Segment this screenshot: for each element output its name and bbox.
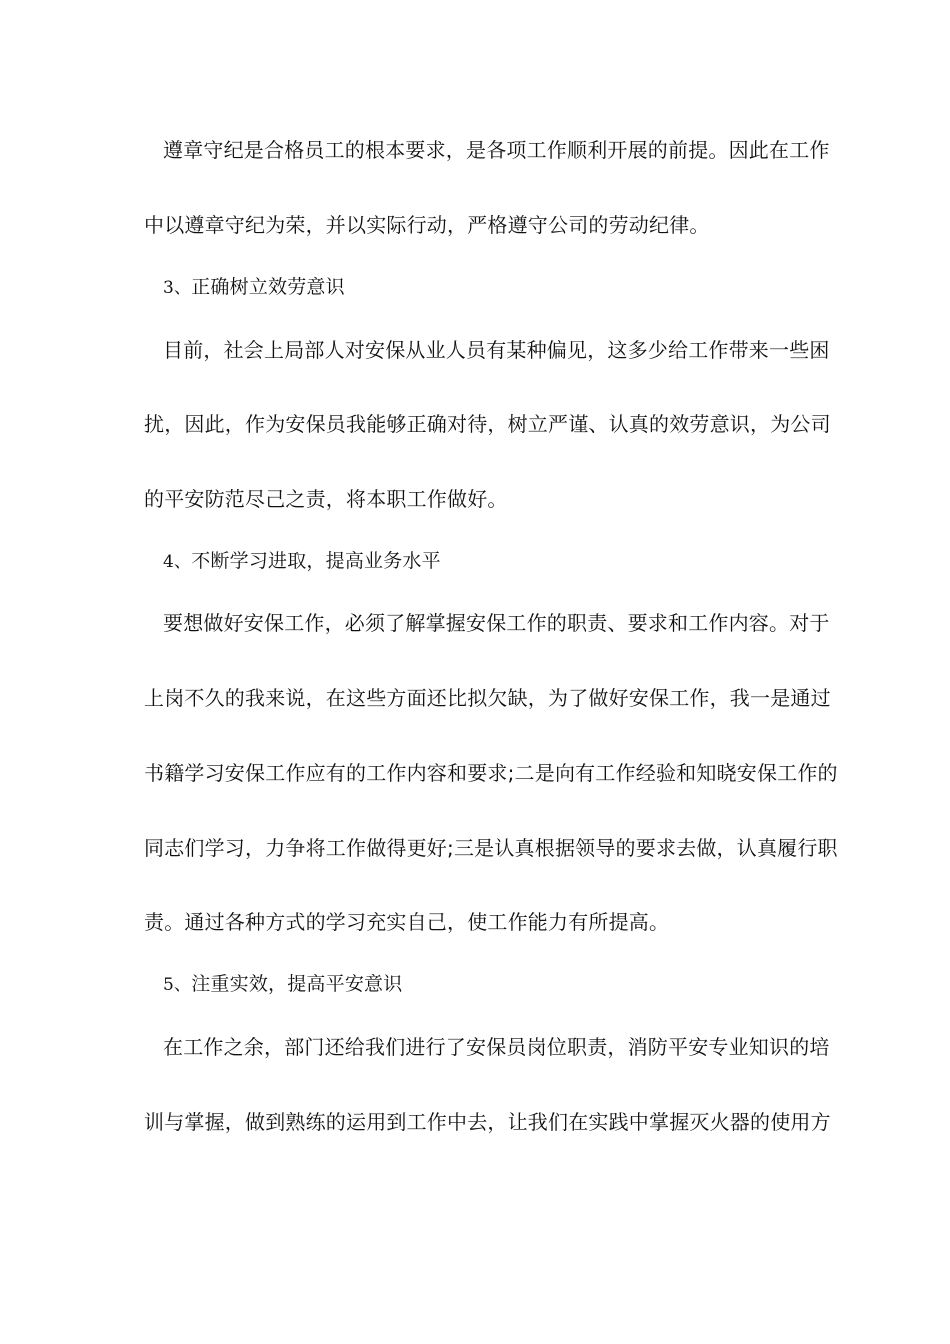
paragraph-line: 同志们学习，力争将工作做得更好;三是认真根据领导的要求去做，认真履行职 bbox=[144, 836, 838, 860]
paragraph-line: 在工作之余，部门还给我们进行了安保员岗位职责，消防平安专业知识的培 bbox=[163, 1035, 830, 1059]
heading-text: 正确树立效劳意识 bbox=[191, 276, 345, 298]
section-heading-4 bbox=[163, 547, 833, 576]
heading-text: 不断学习进取，提高业务水平 bbox=[191, 550, 441, 572]
paragraph-line: 书籍学习安保工作应有的工作内容和要求;二是向有工作经验和知晓安保工作的 bbox=[144, 761, 838, 785]
paragraph-line: 中以遵章守纪为荣，并以实际行动，严格遵守公司的劳动纪律。 bbox=[144, 213, 710, 237]
section-heading-5 bbox=[163, 970, 833, 999]
section-heading-3 bbox=[163, 273, 833, 302]
paragraph-line: 要想做好安保工作，必须了解掌握安保工作的职责、要求和工作内容。对于 bbox=[163, 611, 830, 635]
paragraph-line: 的平安防范尽己之责，将本职工作做好。 bbox=[144, 487, 508, 511]
paragraph-line: 训与掌握，做到熟练的运用到工作中去，让我们在实践中掌握灭火器的使用方 bbox=[144, 1110, 831, 1134]
paragraph-line: 扰，因此，作为安保员我能够正确对待，树立严谨、认真的效劳意识，为公司 bbox=[144, 412, 831, 436]
paragraph-line: 上岗不久的我来说，在这些方面还比拟欠缺，为了做好安保工作，我一是通过 bbox=[144, 686, 831, 710]
heading-number: 3、 bbox=[163, 278, 192, 298]
heading-number: 5、 bbox=[163, 975, 192, 995]
paragraph-line: 目前，社会上局部人对安保从业人员有某种偏见，这多少给工作带来一些困 bbox=[163, 338, 830, 362]
paragraph-line: 遵章守纪是合格员工的根本要求，是各项工作顺利开展的前提。因此在工作 bbox=[163, 138, 830, 162]
heading-number: 4、 bbox=[163, 552, 192, 572]
heading-text: 注重实效，提高平安意识 bbox=[191, 973, 403, 995]
paragraph-line: 责。通过各种方式的学习充实自己，使工作能力有所提高。 bbox=[144, 910, 670, 934]
